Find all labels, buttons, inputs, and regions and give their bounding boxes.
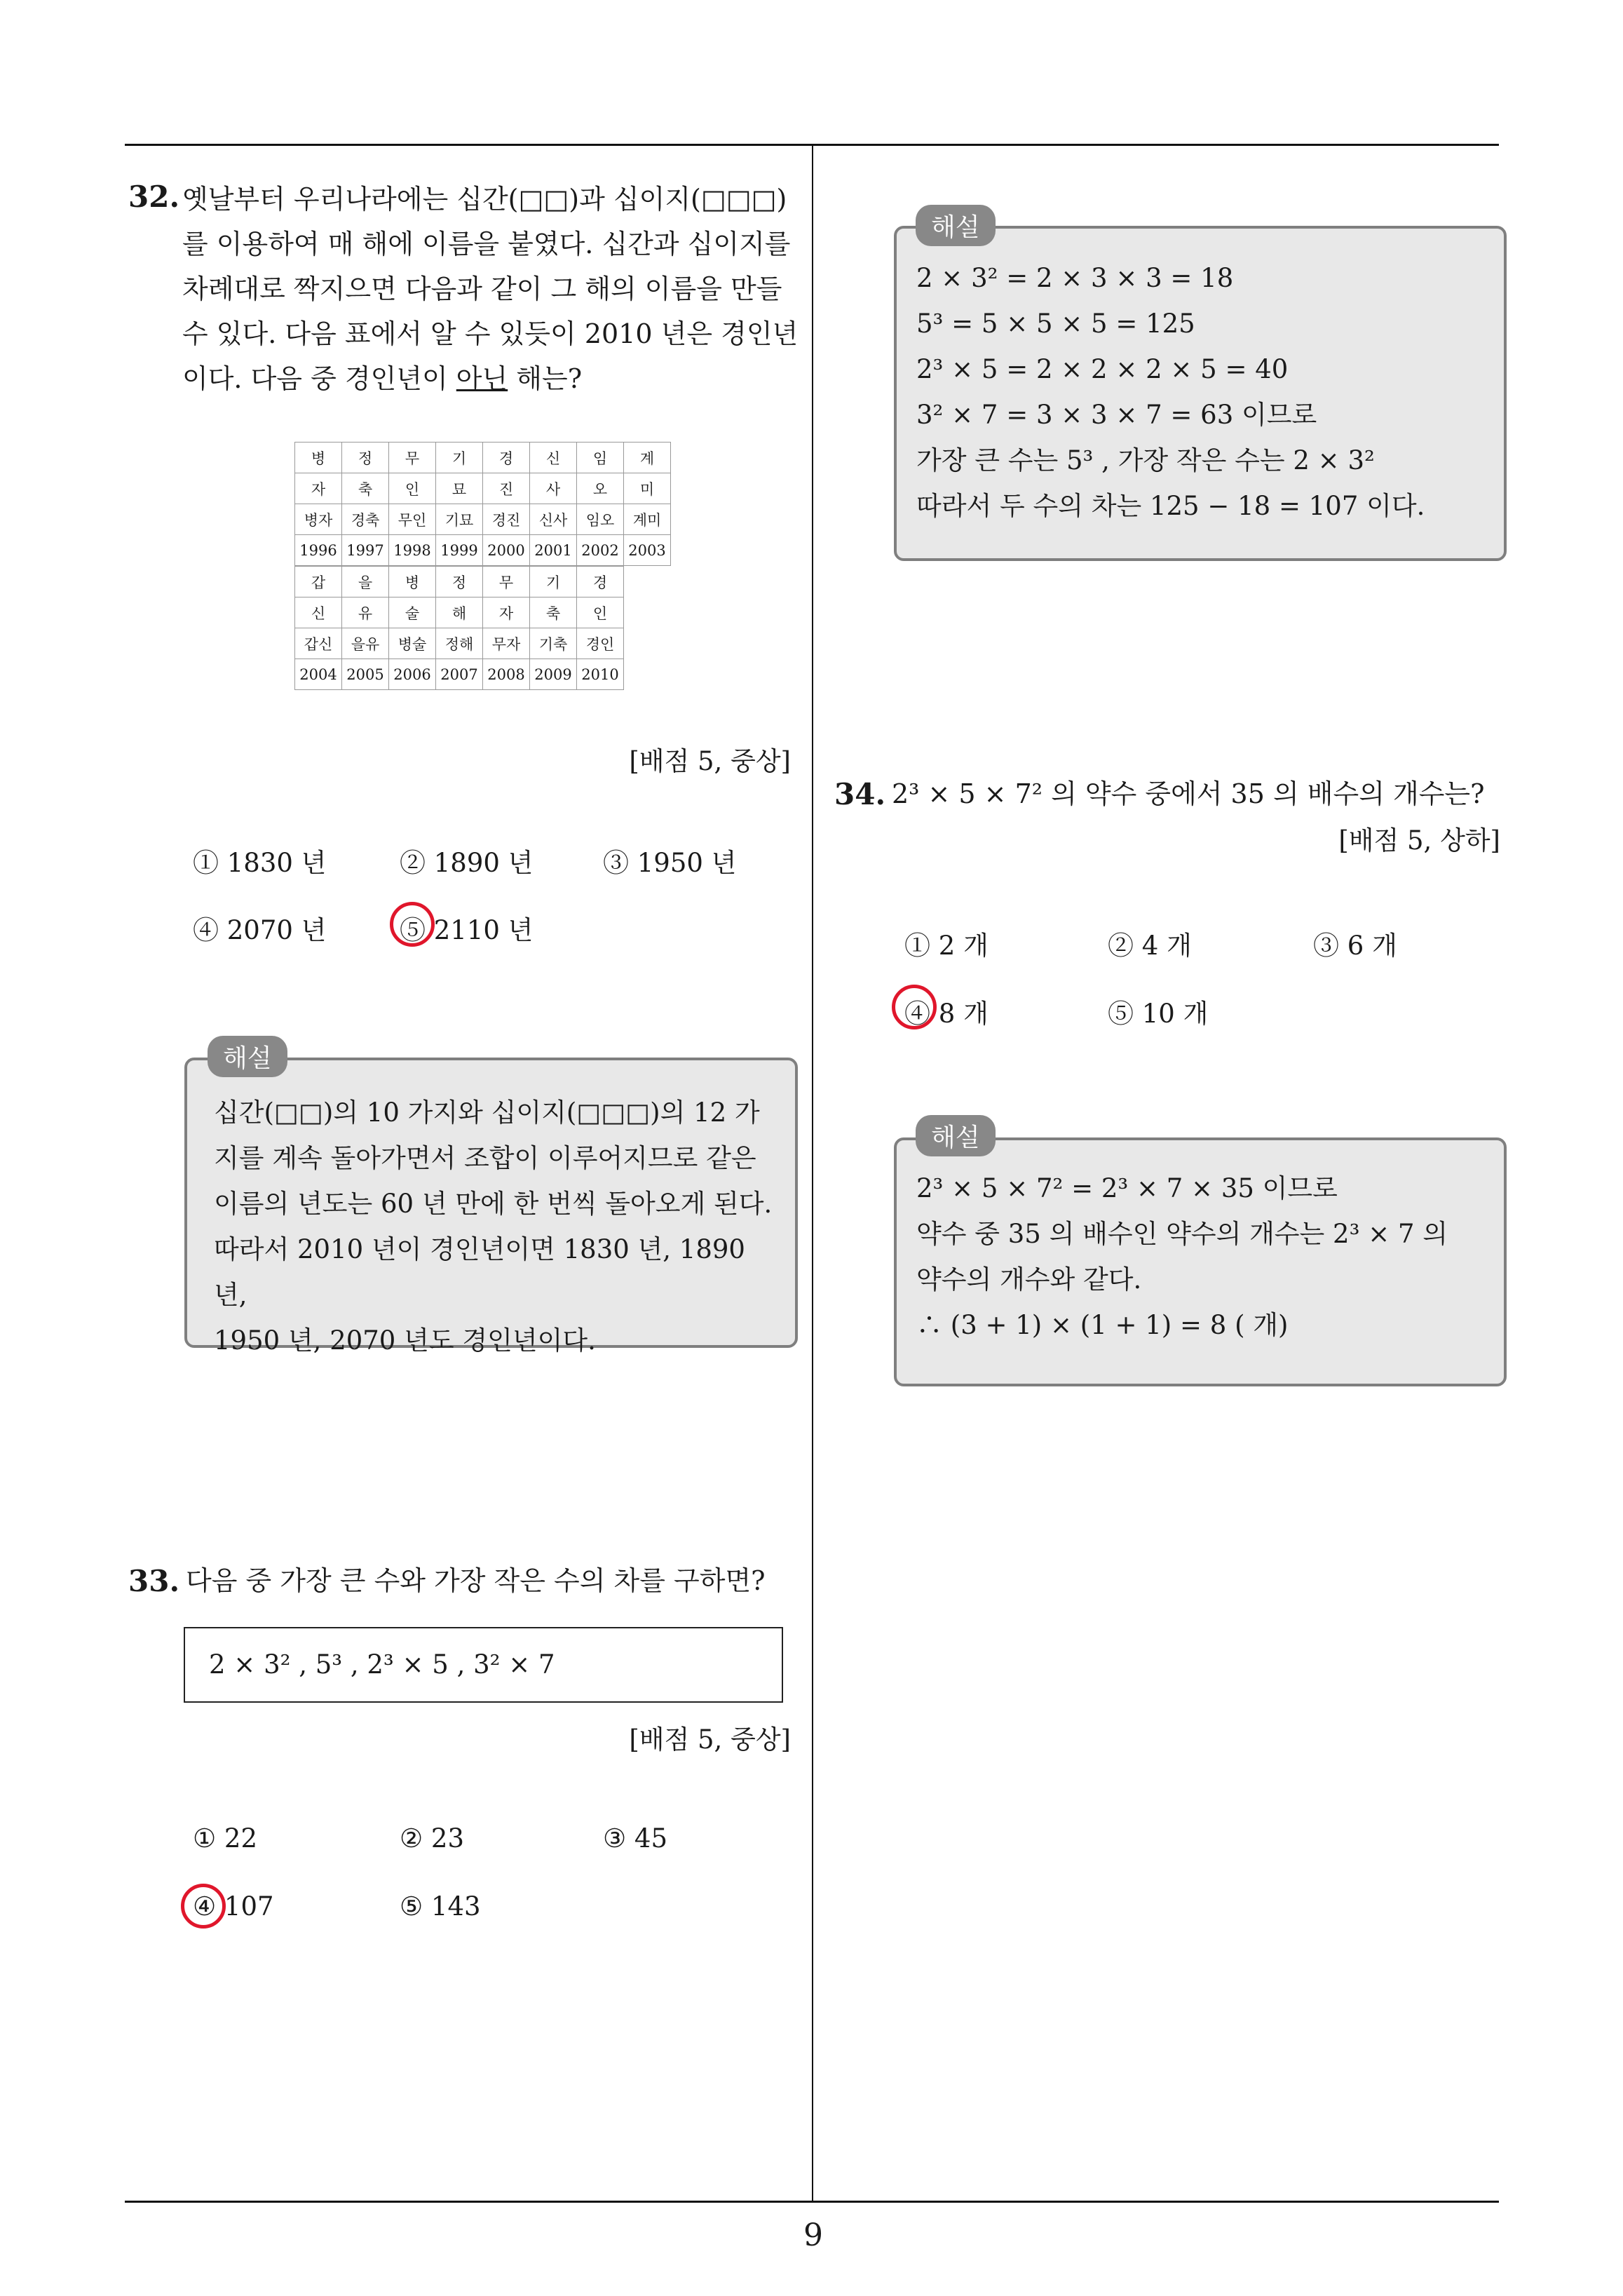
q33-score: [배점 5, 중상] <box>629 1724 791 1755</box>
year-table-cell: 신 <box>295 597 342 628</box>
year-table-cell: 경축 <box>342 504 389 535</box>
year-table-cell: 을유 <box>342 628 389 659</box>
year-table-cell: 무인 <box>389 504 436 535</box>
q32-underlined-word: 아닌 <box>456 363 508 394</box>
year-table-row <box>295 535 671 566</box>
q32-line-2: 를 이용하여 매 해에 이름을 붙였다. 십간과 십이지를 <box>182 229 791 259</box>
year-table-cell: 해 <box>436 597 483 628</box>
year-table-cell: 경 <box>577 567 624 597</box>
year-table-cell: 병 <box>389 567 436 597</box>
year-table-cell: 2010 <box>577 659 624 690</box>
year-table-cell: 축 <box>530 597 577 628</box>
year-table-cell: 1997 <box>342 535 389 566</box>
year-table-cell: 경 <box>483 443 530 473</box>
q32-text <box>182 177 799 401</box>
year-table-cell: 유 <box>342 597 389 628</box>
year-table-cell: 병술 <box>389 628 436 659</box>
year-table-cell: 경인 <box>577 628 624 659</box>
year-table-cell: 1996 <box>295 535 342 566</box>
q34-answer-circle <box>892 985 937 1029</box>
year-table-cell: 2004 <box>295 659 342 690</box>
q33-choice-1[interactable]: ① 22 <box>193 1823 258 1853</box>
q33-choice-4[interactable]: ④ 107 <box>193 1891 274 1922</box>
q32-choice-3[interactable]: ③ 1950 년 <box>603 848 737 878</box>
year-table-cell: 2007 <box>436 659 483 690</box>
year-table-cell: 병 <box>295 443 342 473</box>
year-table-cell: 인 <box>389 473 436 504</box>
year-table-part-2 <box>294 566 624 690</box>
year-table-cell: 미 <box>624 473 671 504</box>
q32-choice-5[interactable]: ⑤ 2110 년 <box>400 915 534 945</box>
year-table-cell: 기축 <box>530 628 577 659</box>
q32-line-3: 차례대로 짝지으면 다음과 같이 그 해의 이름을 만들 <box>182 274 782 304</box>
page-number: 9 <box>803 2217 823 2253</box>
year-table-cell: 2006 <box>389 659 436 690</box>
year-table-row <box>295 504 671 535</box>
year-table-cell: 계미 <box>624 504 671 535</box>
q32-solution-tag: 해설 <box>208 1036 287 1077</box>
year-table-cell: 자 <box>295 473 342 504</box>
q33-text: 다음 중 가장 큰 수와 가장 작은 수의 차를 구하면? <box>186 1565 766 1596</box>
year-table-cell: 병자 <box>295 504 342 535</box>
bottom-rule <box>125 2201 1499 2203</box>
q34-number: 34. <box>834 777 886 811</box>
q33-expression: 2 × 3² , 5³ , 2³ × 5 , 3² × 7 <box>209 1649 555 1680</box>
year-table-cell: 정 <box>342 443 389 473</box>
q33-solution-text: 2 × 3² = 2 × 3 × 3 = 18 5³ = 5 × 5 × 5 = 125 2³ × 5 = 2 × 2 × 2 × 5 = 40 3² × 7 = 3 × 3 × 7 = 63 이므로 가장 큰 수는 5³ , 가장 작은 수는 2 × 3² 따라서 두 수의 차는 125 − 18 = 107 이다. <box>916 263 1425 521</box>
year-table-cell: 임 <box>577 443 624 473</box>
q32-choice-2[interactable]: ② 1890 년 <box>400 848 534 878</box>
q34-choice-3[interactable]: ③ 6 개 <box>1313 931 1397 961</box>
year-table-cell: 1998 <box>389 535 436 566</box>
year-table-cell: 경진 <box>483 504 530 535</box>
year-table-cell: 정 <box>436 567 483 597</box>
year-table-cell: 2009 <box>530 659 577 690</box>
q33-choice-3[interactable]: ③ 45 <box>603 1823 668 1853</box>
q32-number: 32. <box>128 180 180 214</box>
q32-choice-4[interactable]: ④ 2070 년 <box>193 915 327 945</box>
q34-choice-1[interactable]: ① 2 개 <box>904 931 989 961</box>
q33-solution-tag: 해설 <box>916 205 996 246</box>
q32-score: [배점 5, 중상] <box>629 746 791 776</box>
year-table-cell: 2000 <box>483 535 530 566</box>
year-table-cell: 을 <box>342 567 389 597</box>
year-table-cell: 축 <box>342 473 389 504</box>
year-table-cell: 묘 <box>436 473 483 504</box>
year-table-cell: 무 <box>483 567 530 597</box>
year-table-row <box>295 659 624 690</box>
year-table-cell: 2001 <box>530 535 577 566</box>
q33-choice-5[interactable]: ⑤ 143 <box>400 1891 481 1922</box>
year-name-table <box>294 442 671 690</box>
q33-expression-box <box>184 1627 783 1703</box>
q32-choice-1[interactable]: ① 1830 년 <box>193 848 327 878</box>
year-table-part-1 <box>294 442 671 566</box>
q34-solution-text: 2³ × 5 × 7² = 2³ × 7 × 35 이므로 약수 중 35 의 배수인 약수의 개수는 2³ × 7 의 약수의 개수와 같다. ∴ (3 + 1) × (1 + 1) = 8 ( 개) <box>916 1173 1448 1340</box>
year-table-cell: 2005 <box>342 659 389 690</box>
year-table-cell: 인 <box>577 597 624 628</box>
q34-solution-box <box>894 1137 1507 1386</box>
year-table-row <box>295 473 671 504</box>
year-table-row <box>295 567 624 597</box>
q33-number: 33. <box>128 1564 180 1598</box>
year-table-cell: 기 <box>436 443 483 473</box>
q32-solution-text: 십간(□□)의 10 가지와 십이지(□□□)의 12 가 지를 계속 돌아가면서 조합이 이루어지므로 같은 이름의 년도는 60 년 만에 한 번씩 돌아오게 된다. 따라서 2010 년이 경인년이면 1830 년, 1890 년, 1950 년, 2070 년도 경인년이다. <box>214 1098 773 1356</box>
year-table-row <box>295 443 671 473</box>
year-table-cell: 2002 <box>577 535 624 566</box>
year-table-row <box>295 597 624 628</box>
year-table-cell: 정해 <box>436 628 483 659</box>
column-divider <box>812 145 813 2201</box>
year-table-cell: 임오 <box>577 504 624 535</box>
q33-answer-circle <box>181 1884 226 1929</box>
year-table-cell: 오 <box>577 473 624 504</box>
q34-choice-4[interactable]: ④ 8 개 <box>904 999 989 1029</box>
year-table-cell: 갑 <box>295 567 342 597</box>
q32-solution-box <box>184 1058 798 1356</box>
year-table-cell: 갑신 <box>295 628 342 659</box>
year-table-cell: 기 <box>530 567 577 597</box>
year-table-row <box>295 628 624 659</box>
year-table-cell: 2003 <box>624 535 671 566</box>
q34-text: 2³ × 5 × 7² 의 약수 중에서 35 의 배수의 개수는? <box>892 778 1485 809</box>
year-table-cell: 신사 <box>530 504 577 535</box>
year-table-cell: 진 <box>483 473 530 504</box>
q34-choice-2[interactable]: ② 4 개 <box>1108 931 1192 961</box>
year-table-cell: 무자 <box>483 628 530 659</box>
q32-line-1: 옛날부터 우리나라에는 십간(□□)과 십이지(□□□) <box>182 184 787 215</box>
q33-choice-2[interactable]: ② 23 <box>400 1823 465 1853</box>
year-table-cell: 자 <box>483 597 530 628</box>
year-table-cell: 계 <box>624 443 671 473</box>
q34-solution-tag: 해설 <box>916 1115 996 1156</box>
q32-answer-circle <box>390 902 435 947</box>
year-table-cell: 무 <box>389 443 436 473</box>
q32-line-5: 이다. 다음 중 경인년이 아닌 해는? <box>182 363 583 394</box>
year-table-cell: 1999 <box>436 535 483 566</box>
year-table-cell: 기묘 <box>436 504 483 535</box>
year-table-cell: 2008 <box>483 659 530 690</box>
q33-solution-box <box>894 226 1507 561</box>
q34-choice-5[interactable]: ⑤ 10 개 <box>1108 999 1209 1029</box>
year-table-cell: 신 <box>530 443 577 473</box>
q32-line-4: 수 있다. 다음 표에서 알 수 있듯이 2010 년은 경인년 <box>182 318 799 349</box>
q34-score: [배점 5, 상하] <box>1338 825 1500 856</box>
year-table-cell: 술 <box>389 597 436 628</box>
year-table-cell: 사 <box>530 473 577 504</box>
